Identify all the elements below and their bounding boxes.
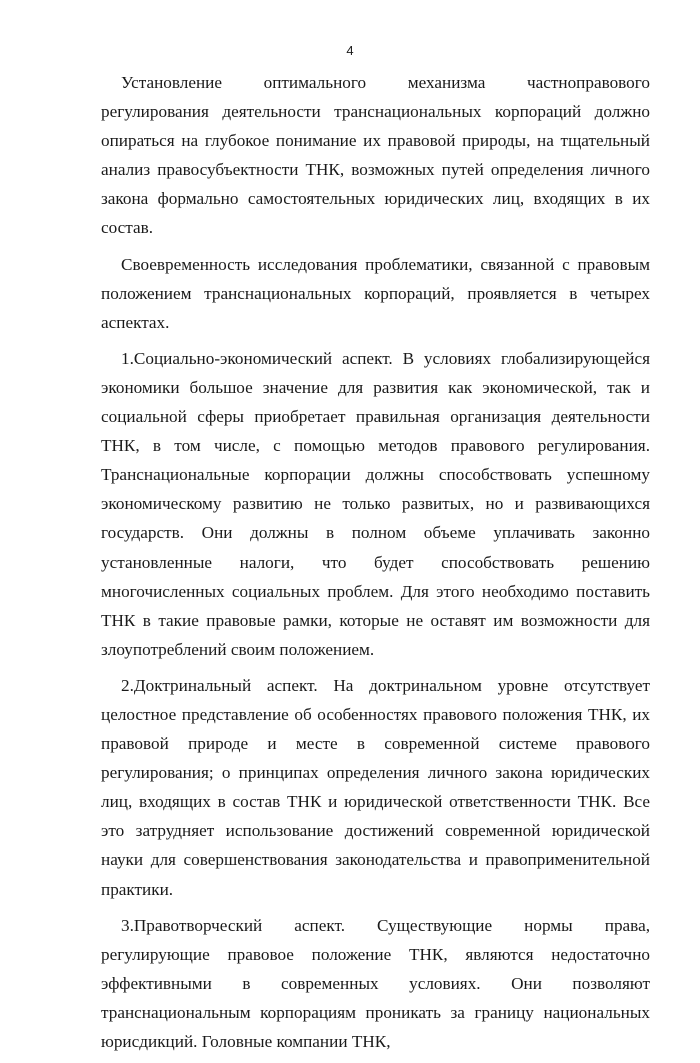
paragraph-lawmaking-aspect: 3.Правотворческий аспект. Существующие нормы права, регулирующие правовое положение ТНК, являются недостаточно эффективными в современных условиях. Они позволяют транснациональным корпорациям проникать за границу национальных юрисдикций. Головные компании ТНК,: [101, 915, 650, 1051]
paragraph-intro: Установление оптимального механизма частноправового регулирования деятельности транснациональных корпораций должно опираться на глубокое понимание их правовой природы, на тщательный анализ правосубъектности ТНК, возможных путей определения личного закона формально самостоятельных юридических лиц, входящих в их состав.: [101, 73, 650, 238]
paragraph-socio-economic-aspect: 1.Социально-экономический аспект. В условиях глобализирующейся экономики большое значение для развития как экономической, так и социальной сферы приобретает правильная организация деятельности ТНК, в том числе, с помощью методов правового регулирования. Транснациональные корпорации должны способствовать успешному экономическому развитию не только развитых, но и развивающихся государств. Они должны в полном объеме уплачивать законно установленные налоги, что будет способствовать решению многочисленных социальных проблем. Для этого необходимо поставить ТНК в такие правовые рамки, которые не оставят им возможности для злоупотреблений своим положением.: [101, 348, 650, 659]
body-text: [101, 68, 650, 1063]
paragraph-timeliness: Своевременность исследования проблематики, связанной с правовым положением транснациональных корпораций, проявляется в четырех аспектах.: [101, 254, 650, 332]
paragraph-doctrinal-aspect: 2.Доктринальный аспект. На доктринальном уровне отсутствует целостное представление об особенностях правового положения ТНК, их правовой природе и месте в современной системе правового регулирования; о принципах определения личного закона юридических лиц, входящих в состав ТНК и юридической ответственности ТНК. Все это затрудняет использование достижений современной юридической науки для совершенствования законодательства и правоприменительной практики.: [101, 675, 650, 899]
page-number: 4: [346, 43, 354, 58]
